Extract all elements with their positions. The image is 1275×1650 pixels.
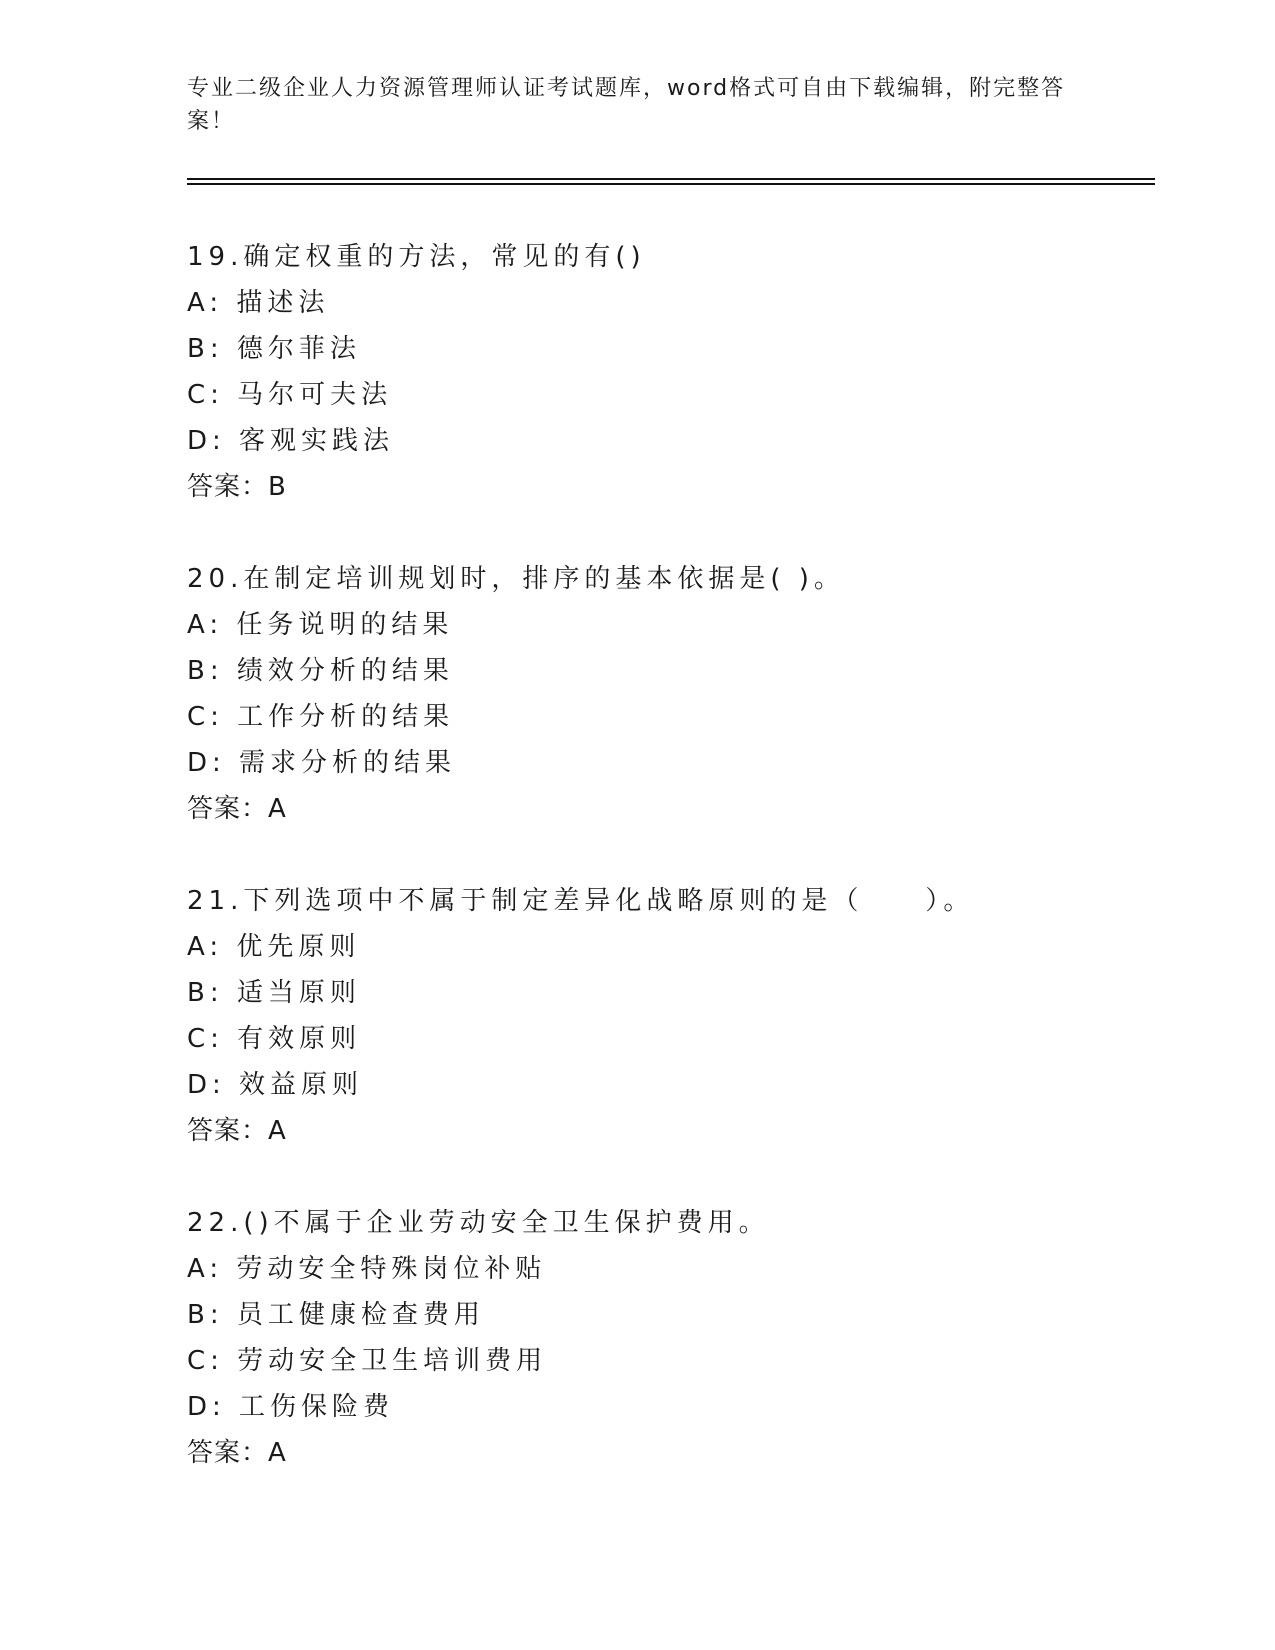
option-a: A: 任务说明的结果 xyxy=(187,610,454,640)
option-a: A: 劳动安全特殊岗位补贴 xyxy=(187,1254,547,1284)
option-b: B: 德尔菲法 xyxy=(187,334,361,364)
option-d: D: 效益原则 xyxy=(187,1070,364,1100)
document-header: 专业二级企业人力资源管理师认证考试题库，word格式可自由下载编辑，附完整答案！ xyxy=(187,76,1066,134)
option-d: D: 工伤保险费 xyxy=(187,1392,395,1422)
question-21 xyxy=(187,878,1147,1154)
question-stem: 20.在制定培训规划时，排序的基本依据是( )。 xyxy=(187,564,845,594)
option-c: C: 劳动安全卫生培训费用 xyxy=(187,1346,548,1376)
option-c: C: 马尔可夫法 xyxy=(187,380,393,410)
option-c: C: 有效原则 xyxy=(187,1024,362,1054)
header-divider-top xyxy=(187,178,1155,180)
option-b: B: 适当原则 xyxy=(187,978,361,1008)
question-stem: 19.确定权重的方法，常见的有() xyxy=(187,242,646,272)
option-d: D: 需求分析的结果 xyxy=(187,748,457,778)
question-stem: 21.下列选项中不属于制定差异化战略原则的是（ ）。 xyxy=(187,886,975,916)
answer-line: 答案：B xyxy=(187,472,287,502)
question-list xyxy=(187,234,1147,1522)
option-b: B: 绩效分析的结果 xyxy=(187,656,454,686)
question-stem: 22.()不属于企业劳动安全卫生保护费用。 xyxy=(187,1208,770,1238)
answer-line: 答案：A xyxy=(187,1116,287,1146)
header-divider-bottom xyxy=(187,183,1155,185)
option-c: C: 工作分析的结果 xyxy=(187,702,455,732)
answer-line: 答案：A xyxy=(187,1438,287,1468)
option-d: D: 客观实践法 xyxy=(187,426,395,456)
question-19 xyxy=(187,234,1147,510)
question-22 xyxy=(187,1200,1147,1476)
answer-line: 答案：A xyxy=(187,794,287,824)
option-a: A: 优先原则 xyxy=(187,932,361,962)
option-a: A: 描述法 xyxy=(187,288,330,318)
question-20 xyxy=(187,556,1147,832)
option-b: B: 员工健康检查费用 xyxy=(187,1300,485,1330)
